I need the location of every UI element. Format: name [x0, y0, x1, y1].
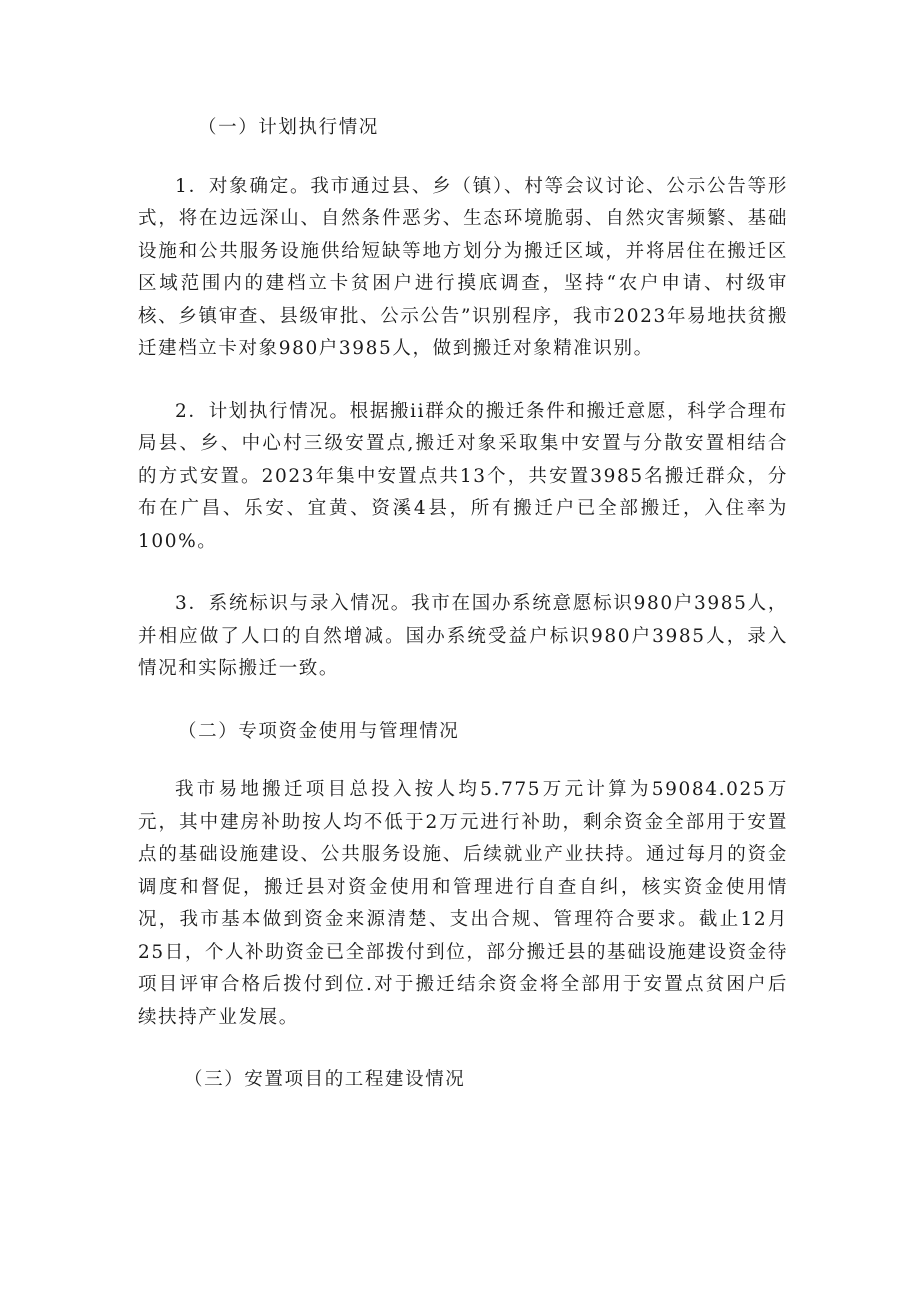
document-body	[138, 112, 788, 1123]
section-heading-construction: （三）安置项目的工程建设情况	[184, 1069, 466, 1090]
paragraph-target-identification: 1．对象确定。我市通过县、乡（镇）、村等会议讨论、公示公告等形式，将在边远深山、自然条件恶劣、生态环境脆弱、自然灾害频繁、基础设施和公共服务设施供给短缺等地方划分为搬迁区域，并将居住在搬迁区区域范围内的建档立卡贫困户进行摸底调查，坚持“农户申请、村级审核、乡镇审查、县级审批、公示公告”识别程序，我市2023年易地扶贫搬迁建档立卡对象980户3985人，做到搬迁对象精准识别。	[138, 175, 788, 359]
section-heading-plan-execution: （一）计划执行情况	[198, 117, 379, 138]
paragraph-system-records: 3．系统标识与录入情况。我市在国办系统意愿标识980户3985人，并相应做了人口的自然增减。国办系统受益户标识980户3985人，录入情况和实际搬迁一致。	[138, 593, 788, 679]
section-heading-funds-management: （二）专项资金使用与管理情况	[178, 720, 460, 742]
paragraph-plan-execution: 2．计划执行情况。根据搬ii群众的搬迁条件和搬迁意愿，科学合理布局县、乡、中心村三级安置点,搬迁对象采取集中安置与分散安置相结合的方式安置。2023年集中安置点共13个，共安置3985名搬迁群众，分布在广昌、乐安、宜黄、资溪4县，所有搬迁户已全部搬迁，入住率为100%。	[138, 400, 788, 552]
paragraph-funds-usage: 我市易地搬迁项目总投入按人均5.775万元计算为59084.025万元，其中建房补助按人均不低于2万元进行补助，剩余资金全部用于安置点的基础设施建设、公共服务设施、后续就业产业扶持。通过每月的资金调度和督促，搬迁县对资金使用和管理进行自查自纠，核实资金使用情况，我市基本做到资金来源清楚、支出合规、管理符合要求。截止12月25日，个人补助资金已全部拨付到位，部分搬迁县的基础设施建设资金待项目评审合格后拨付到位.对于搬迁结余资金将全部用于安置点贫困户后续扶持产业发展。	[138, 779, 788, 1028]
